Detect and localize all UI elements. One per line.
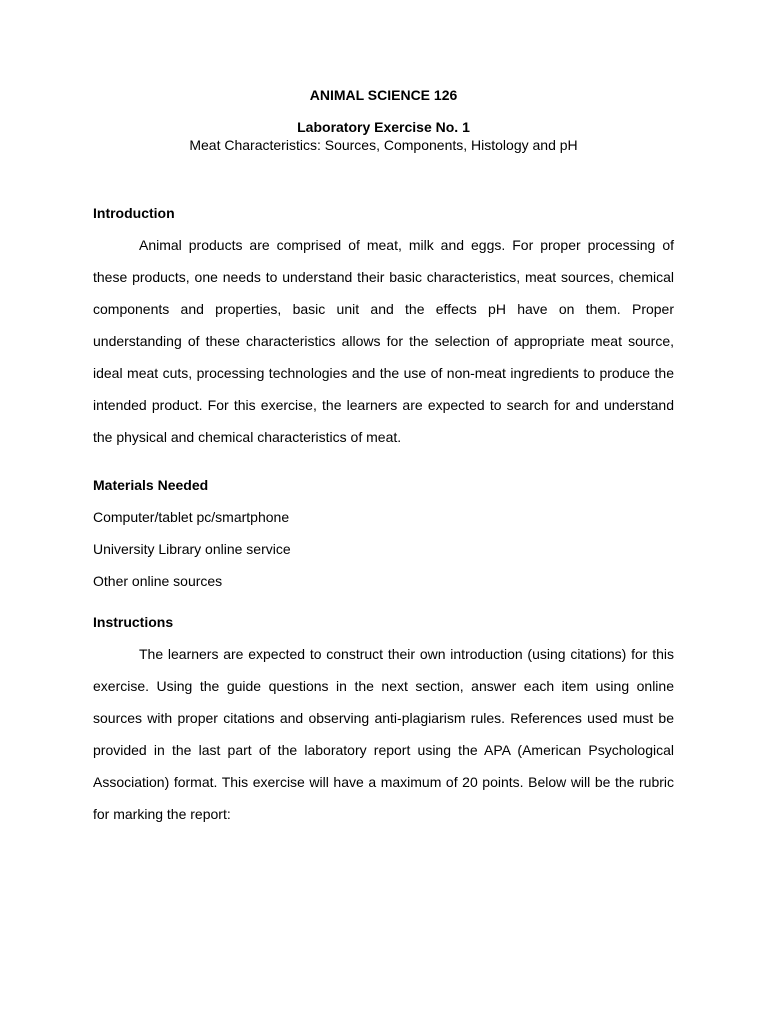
instructions-heading: Instructions bbox=[93, 614, 174, 630]
document-header bbox=[93, 86, 674, 154]
course-title: ANIMAL SCIENCE 126 bbox=[309, 87, 458, 103]
materials-item-library: University Library online service bbox=[93, 541, 291, 557]
materials-list bbox=[93, 501, 674, 597]
instructions-body: The learners are expected to construct their own introduction (using citations) for this exercise. Using the guide questions in the next section, answer each item using online sources with proper citations and observing anti-plagiarism rules. References used must be provided in the last part of the laboratory report using the APA (American Psychological Association) format. This exercise will have a maximum of 20 points. Below will be the rubric for marking the report: bbox=[93, 646, 674, 822]
introduction-body: Animal products are comprised of meat, milk and eggs. For proper processing of these products, one needs to understand their basic characteristics, meat sources, chemical components and properties, basic unit and the effects pH have on them. Proper understanding of these characteristics allows for the selection of appropriate meat source, ideal meat cuts, processing technologies and the use of non-meat ingredients to produce the intended product. For this exercise, the learners are expected to search for and understand the physical and chemical characteristics of meat. bbox=[93, 237, 674, 445]
materials-item-online: Other online sources bbox=[93, 573, 223, 589]
introduction-section bbox=[93, 204, 674, 453]
document-page bbox=[93, 86, 674, 830]
materials-section bbox=[93, 476, 674, 597]
introduction-heading: Introduction bbox=[93, 205, 175, 221]
exercise-number: Laboratory Exercise No. 1 bbox=[297, 119, 470, 135]
instructions-section bbox=[93, 613, 674, 830]
exercise-title: Meat Characteristics: Sources, Components, Histology and pH bbox=[189, 137, 578, 153]
materials-item-device: Computer/tablet pc/smartphone bbox=[93, 509, 290, 525]
materials-heading: Materials Needed bbox=[93, 477, 209, 493]
